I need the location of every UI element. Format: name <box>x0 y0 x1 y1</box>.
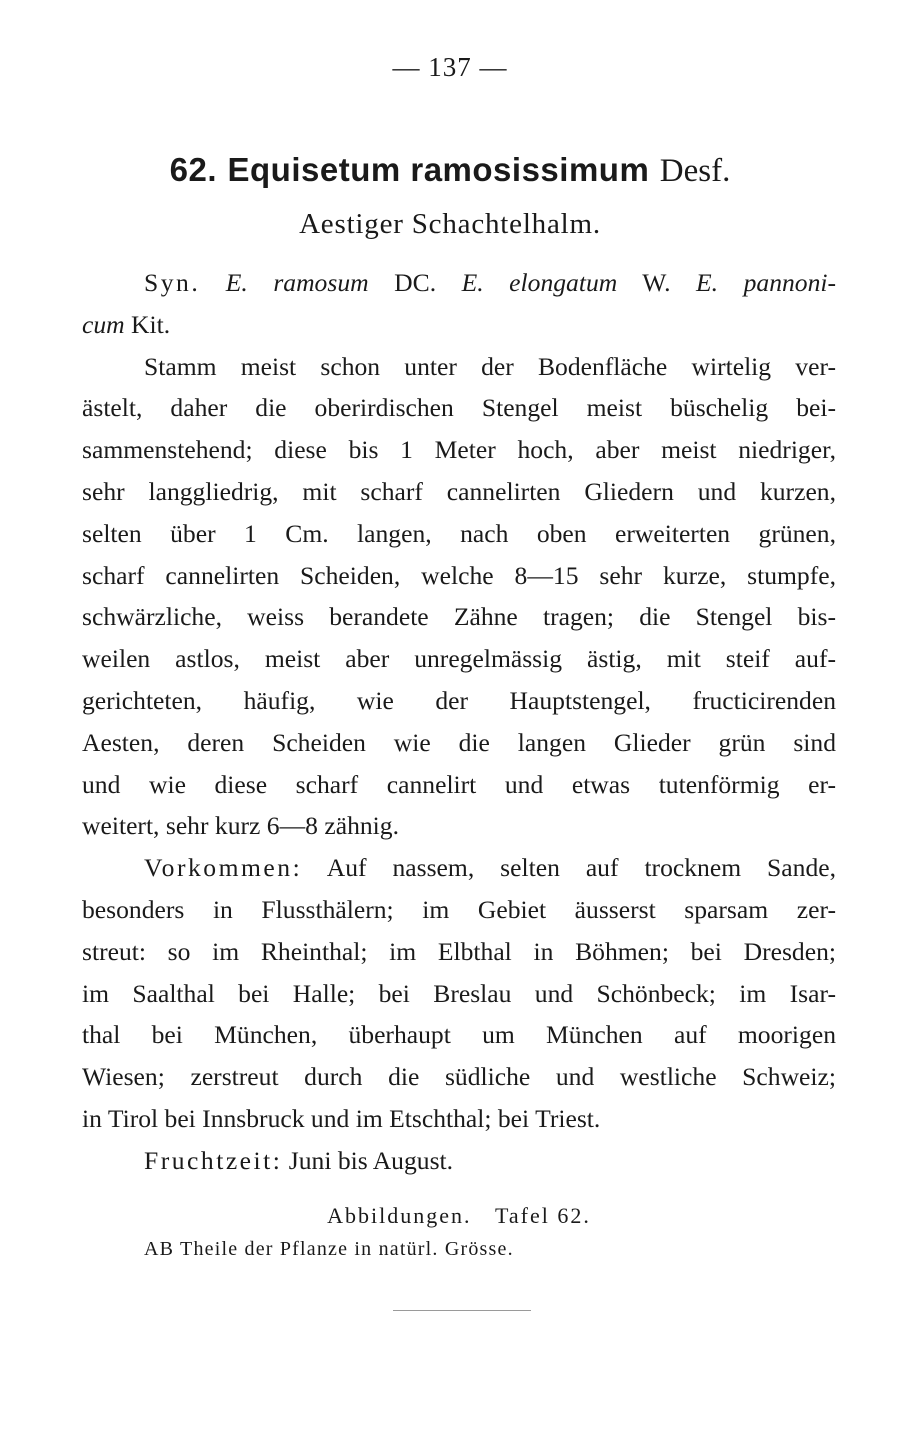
end-rule <box>393 1310 531 1311</box>
description-line: sammenstehend; diese bis 1 Meter hoch, aber meist niedriger, <box>82 435 836 465</box>
common-name: Aestiger Schachtelhalm. <box>299 208 601 240</box>
species-name: Equisetum ramosissimum <box>227 151 650 188</box>
fruiting-line <box>82 1140 836 1182</box>
synonym-name: E. pannoni- <box>696 268 837 297</box>
plate-number: Tafel 62. <box>495 1203 591 1228</box>
occurrence-line: besonders in Flussthälern; im Gebiet äusserst sparsam zer- <box>82 894 836 924</box>
occurrence-line: im Saalthal bei Halle; bei Breslau und Schönbeck; im Isar- <box>82 978 836 1008</box>
description-line: Aesten, deren Scheiden wie die langen Glieder grün sind <box>82 727 836 757</box>
synonyms-line <box>82 304 836 346</box>
occurrence-label: Vorkommen: <box>144 853 303 883</box>
description-line: ästelt, daher die oberirdischen Stengel meist büschelig bei- <box>82 393 836 423</box>
description-line: selten über 1 Cm. langen, nach oben erweiterten grünen, <box>82 518 836 548</box>
occurrence-line: in Tirol bei Innsbruck und im Etschthal; bei Triest. <box>82 1103 601 1133</box>
figure-caption: AB Theile der Pflanze in natürl. Grösse. <box>144 1238 514 1260</box>
figures-heading <box>0 1203 900 1229</box>
description-line: weilen astlos, meist aber unregelmässig ästig, mit steif auf- <box>82 644 836 674</box>
figures-label: Abbildungen. <box>327 1203 472 1228</box>
description-line: scharf cannelirten Scheiden, welche 8—15 sehr kurze, stumpfe, <box>82 560 836 590</box>
fruiting-label: Fruchtzeit: <box>144 1145 283 1175</box>
description-line: schwärzliche, weiss berandete Zähne tragen; die Stengel bis- <box>82 602 836 632</box>
occurrence-line: streut: so im Rheinthal; im Elbthal in Böhmen; bei Dresden; <box>82 936 836 966</box>
synonym-name: cum <box>82 309 125 339</box>
description-line: weitert, sehr kurz 6—8 zähnig. <box>82 811 399 841</box>
occurrence-line: Wiesen; zerstreut durch die südliche und westliche Schweiz; <box>82 1062 836 1092</box>
synonyms-line <box>82 262 836 304</box>
page-number: — 137 — <box>392 52 508 82</box>
description-line: gerichteten, häufig, wie der Hauptstengel, fructicirenden <box>82 685 836 715</box>
description-line: Stamm meist schon unter der Bodenfläche wirtelig ver- <box>144 351 836 381</box>
species-heading <box>0 150 900 190</box>
description-line: sehr langgliedrig, mit scharf cannelirten Gliedern und kurzen, <box>82 476 836 506</box>
synonym-name: E. elongatum <box>461 268 618 297</box>
synonym-author: DC. <box>394 268 437 297</box>
occurrence-line: thal bei München, überhaupt um München auf moorigen <box>82 1020 836 1050</box>
occurrence-line <box>82 847 836 889</box>
synonym-author: Kit. <box>131 309 171 339</box>
fruiting-text: Juni bis August. <box>288 1145 454 1175</box>
body-text <box>82 262 836 1182</box>
species-number: 62. <box>169 151 217 188</box>
synonyms-label: Syn. <box>144 268 201 297</box>
species-author: Desf. <box>659 153 731 189</box>
synonym-name: E. ramosum <box>225 268 369 297</box>
description-line: und wie diese scharf cannelirt und etwas tutenförmig er- <box>82 769 836 799</box>
occurrence-text: Auf nassem, selten auf trocknem Sande, <box>326 853 836 883</box>
synonym-author: W. <box>642 268 671 297</box>
